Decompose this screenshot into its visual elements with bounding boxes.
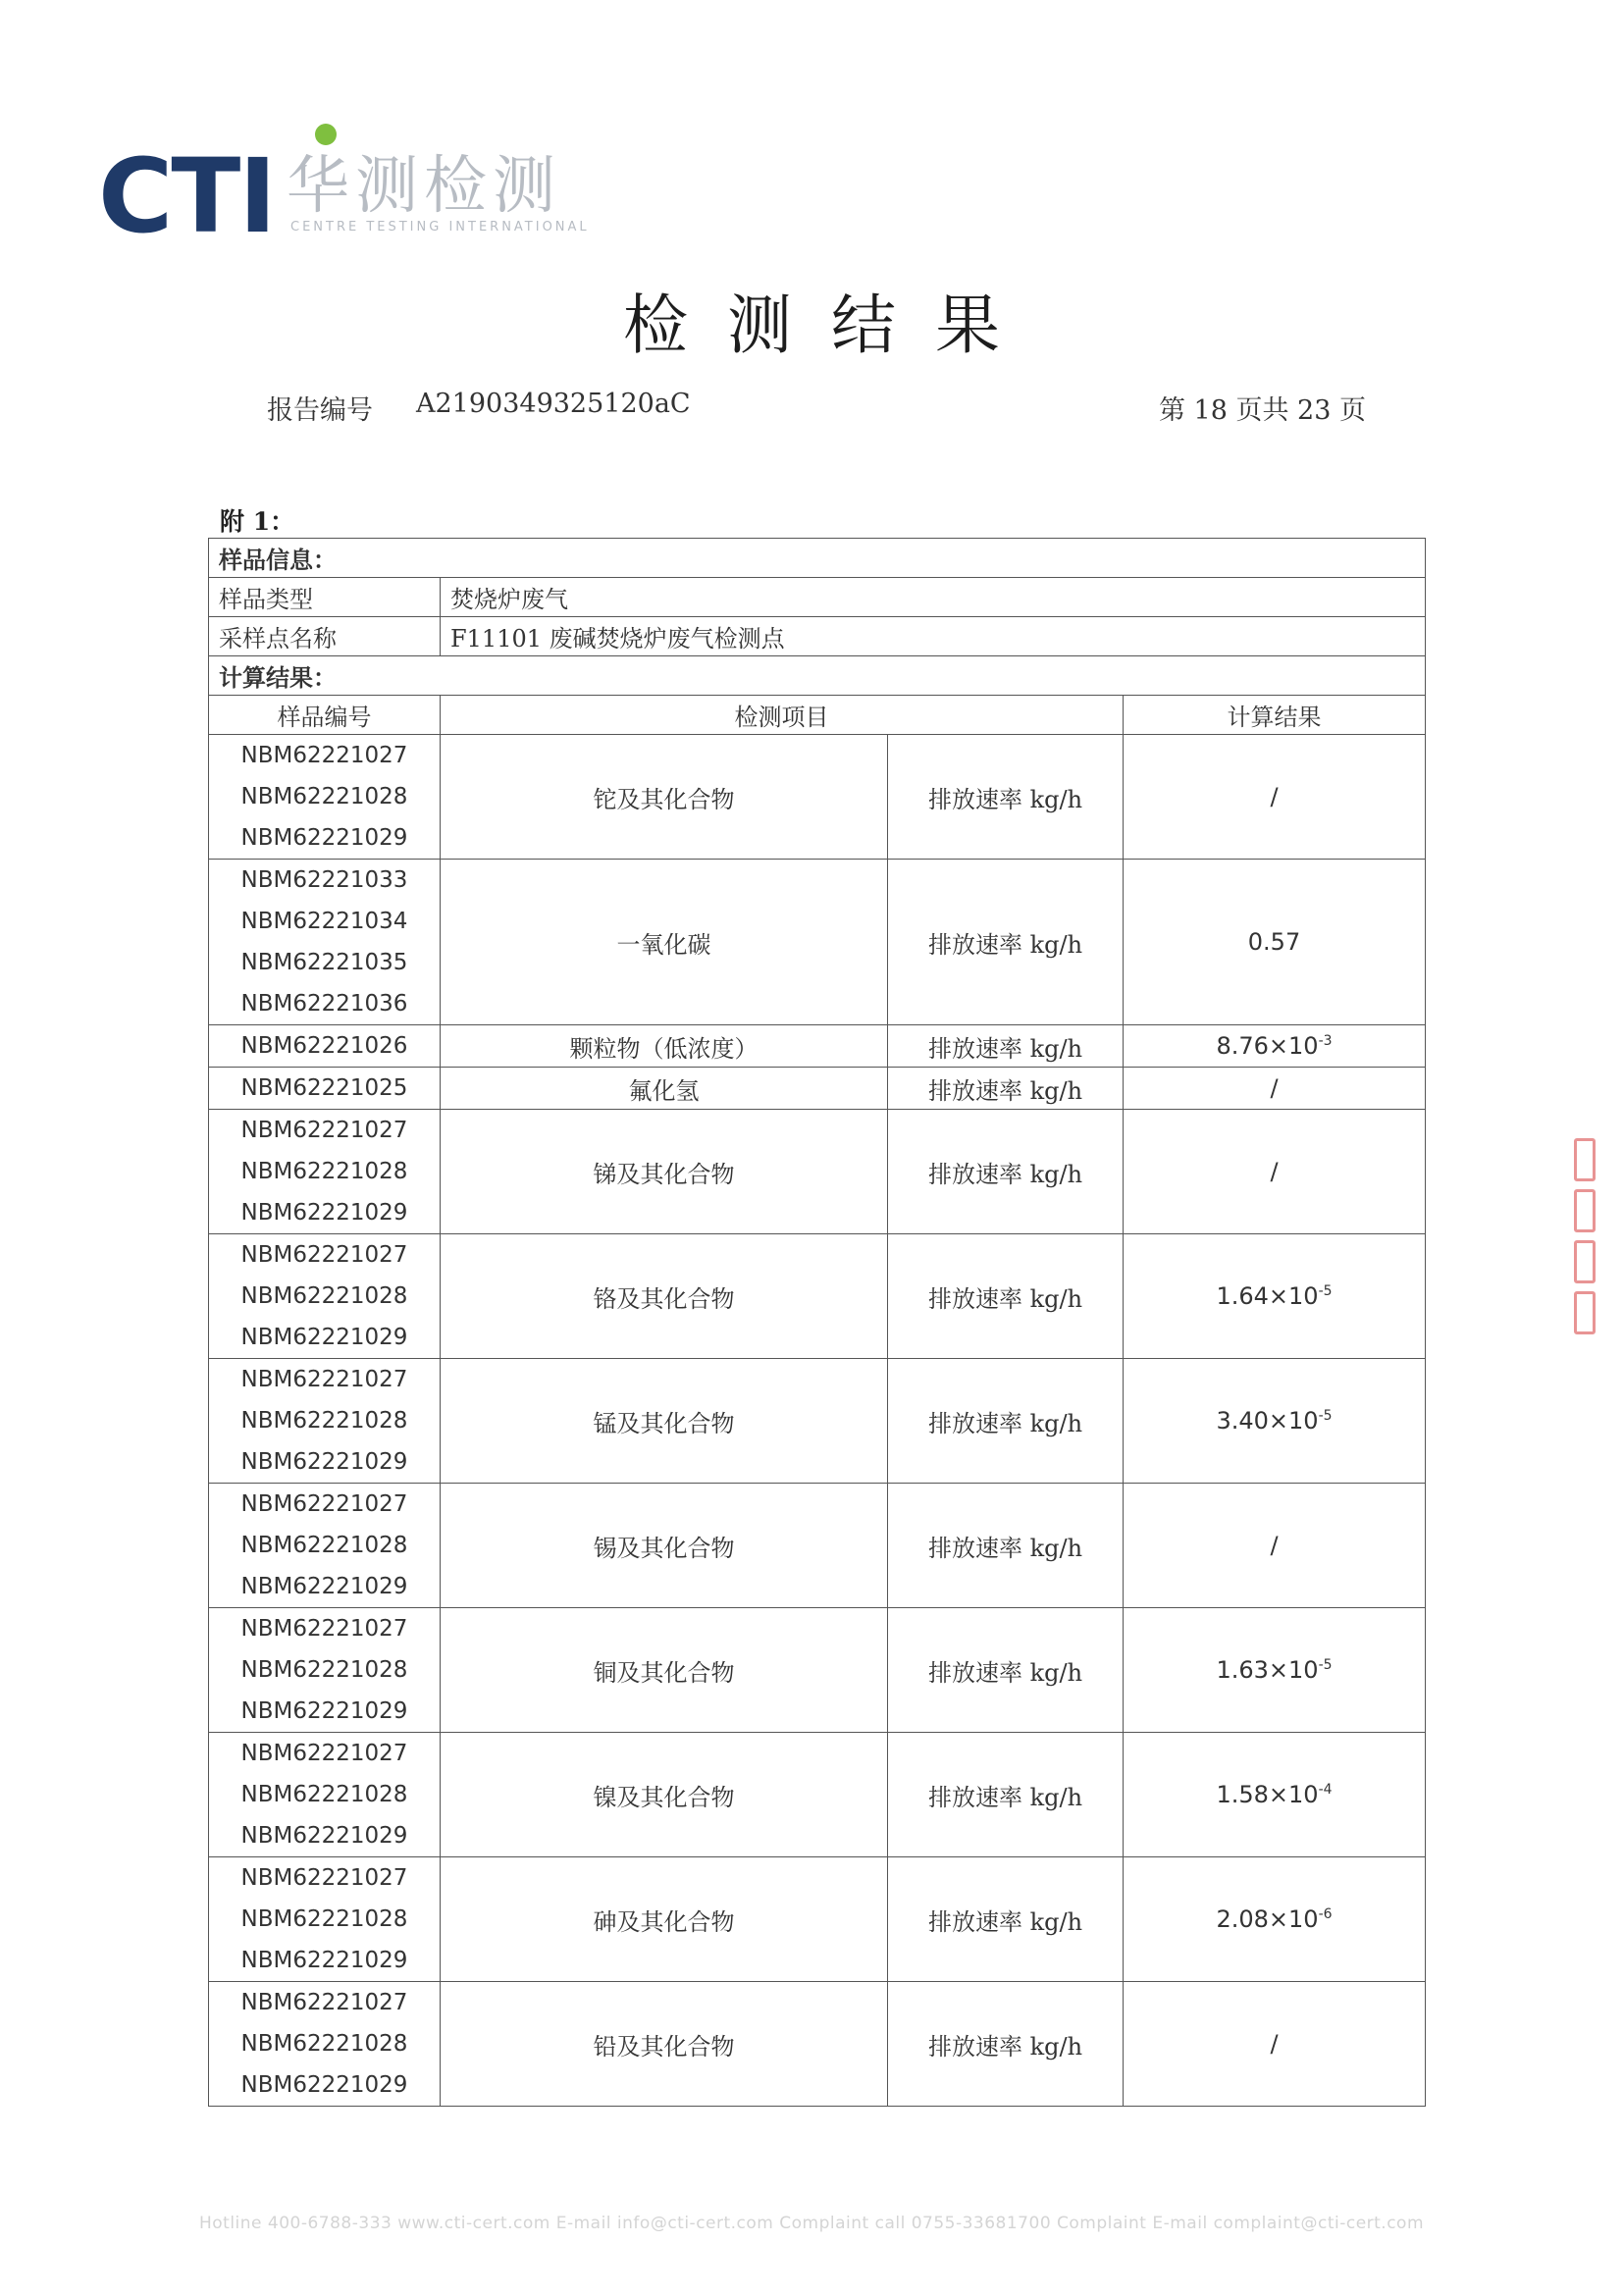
result-exponent: -6 <box>1318 1906 1333 1922</box>
table-row <box>209 1982 1426 2107</box>
report-number-label: 报告编号 <box>267 395 373 426</box>
calc-result <box>1124 1608 1426 1733</box>
test-item: 一氧化碳 <box>441 860 888 1025</box>
test-parameter: 排放速率 kg/h <box>888 1484 1124 1608</box>
sample-info-row <box>209 617 1426 656</box>
sample-id: NBM62221026 <box>240 1033 408 1059</box>
sample-id: NBM62221027 <box>240 1242 408 1268</box>
side-seal-stamp <box>1574 1138 1596 1342</box>
test-item: 锰及其化合物 <box>441 1359 888 1484</box>
test-parameter: 排放速率 kg/h <box>888 1068 1124 1110</box>
sample-id: NBM62221027 <box>240 1865 408 1891</box>
sample-ids-cell <box>209 1068 441 1110</box>
test-item: 铊及其化合物 <box>441 735 888 860</box>
sample-id: NBM62221027 <box>240 1616 408 1642</box>
sample-id: NBM62221029 <box>240 825 408 851</box>
sample-info-section-label: 样品信息： <box>209 539 1426 578</box>
sample-id: NBM62221029 <box>240 2072 408 2098</box>
logo-chinese: 华测检测 <box>287 150 561 223</box>
sample-ids-cell <box>209 1608 441 1733</box>
calc-result <box>1124 1234 1426 1359</box>
sample-id: NBM62221028 <box>240 1159 408 1184</box>
calc-result <box>1124 735 1426 860</box>
sampling-point-value: F11101 废碱焚烧炉废气检测点 <box>441 617 1426 656</box>
result-value: / <box>1270 1074 1279 1102</box>
result-value: 2.08×10 <box>1216 1905 1319 1933</box>
sample-id: NBM62221027 <box>240 1491 408 1517</box>
sample-ids-cell <box>209 1484 441 1608</box>
test-parameter: 排放速率 kg/h <box>888 860 1124 1025</box>
sample-ids-cell <box>209 735 441 860</box>
sample-ids-cell <box>209 1110 441 1234</box>
sample-id: NBM62221028 <box>240 1657 408 1683</box>
sample-id: NBM62221029 <box>240 1325 408 1350</box>
test-item: 锑及其化合物 <box>441 1110 888 1234</box>
calc-results-section-label: 计算结果： <box>209 656 1426 696</box>
sample-id: NBM62221028 <box>240 1408 408 1434</box>
result-exponent: -5 <box>1318 1408 1333 1424</box>
table-row <box>209 1110 1426 1234</box>
test-parameter: 排放速率 kg/h <box>888 1359 1124 1484</box>
report-number: A2190349325120aC <box>416 389 691 419</box>
sample-id: NBM62221028 <box>240 784 408 809</box>
sample-id: NBM62221036 <box>240 991 408 1017</box>
header-calc-result: 计算结果 <box>1124 696 1426 735</box>
result-value: 8.76×10 <box>1216 1032 1319 1060</box>
calc-result <box>1124 1359 1426 1484</box>
sample-type-value: 焚烧炉废气 <box>441 578 1426 617</box>
table-row <box>209 735 1426 860</box>
test-parameter: 排放速率 kg/h <box>888 1234 1124 1359</box>
calc-result <box>1124 860 1426 1025</box>
header-test-item: 检测项目 <box>441 696 1124 735</box>
sample-id: NBM62221033 <box>240 867 408 893</box>
company-logo <box>98 118 608 256</box>
result-exponent: -5 <box>1318 1657 1333 1673</box>
sample-id: NBM62221027 <box>240 1990 408 2015</box>
result-value: / <box>1270 1532 1279 1559</box>
table-header-row <box>209 696 1426 735</box>
table-row <box>209 1025 1426 1068</box>
test-parameter: 排放速率 kg/h <box>888 1025 1124 1068</box>
results-table <box>208 538 1426 2107</box>
appendix-label: 附 1： <box>220 507 295 536</box>
calc-result <box>1124 1484 1426 1608</box>
page-indicator: 第 18 页共 23 页 <box>1158 395 1366 426</box>
test-parameter: 排放速率 kg/h <box>888 1608 1124 1733</box>
sample-id: NBM62221034 <box>240 909 408 934</box>
test-item: 颗粒物（低浓度） <box>441 1025 888 1068</box>
header-sample-no: 样品编号 <box>209 696 441 735</box>
sampling-point-label: 采样点名称 <box>209 617 441 656</box>
sample-id: NBM62221027 <box>240 1367 408 1392</box>
table-row <box>209 860 1426 1025</box>
table-row <box>209 1234 1426 1359</box>
sample-id: NBM62221028 <box>240 1906 408 1932</box>
sample-id: NBM62221028 <box>240 1533 408 1558</box>
sample-id: NBM62221027 <box>240 1118 408 1143</box>
test-item: 氟化氢 <box>441 1068 888 1110</box>
result-value: / <box>1270 2030 1279 2058</box>
table-row <box>209 1068 1426 1110</box>
logo-brand: CTI <box>98 136 275 256</box>
result-value: / <box>1270 783 1279 810</box>
sample-ids-cell <box>209 860 441 1025</box>
test-item: 铅及其化合物 <box>441 1982 888 2107</box>
test-item: 锡及其化合物 <box>441 1484 888 1608</box>
sample-id: NBM62221029 <box>240 1823 408 1849</box>
logo-dot <box>315 124 337 145</box>
table-row <box>209 1733 1426 1857</box>
calc-result <box>1124 1857 1426 1982</box>
sample-info-row <box>209 578 1426 617</box>
sample-id: NBM62221029 <box>240 1200 408 1226</box>
result-value: / <box>1270 1158 1279 1185</box>
test-item: 铜及其化合物 <box>441 1608 888 1733</box>
test-parameter: 排放速率 kg/h <box>888 1857 1124 1982</box>
calc-result <box>1124 1733 1426 1857</box>
sample-ids-cell <box>209 1733 441 1857</box>
result-exponent: -5 <box>1318 1283 1333 1299</box>
sample-ids-cell <box>209 1234 441 1359</box>
sample-id: NBM62221027 <box>240 1741 408 1766</box>
sample-id: NBM62221029 <box>240 1948 408 1973</box>
sample-id: NBM62221035 <box>240 950 408 975</box>
calc-result <box>1124 1025 1426 1068</box>
sample-type-label: 样品类型 <box>209 578 441 617</box>
calc-result <box>1124 1068 1426 1110</box>
calc-result <box>1124 1982 1426 2107</box>
table-row <box>209 1857 1426 1982</box>
sample-ids-cell <box>209 1857 441 1982</box>
sample-ids-cell <box>209 1982 441 2107</box>
sample-id: NBM62221027 <box>240 743 408 768</box>
logo-english: CENTRE TESTING INTERNATIONAL <box>290 220 590 235</box>
sample-id: NBM62221028 <box>240 1283 408 1309</box>
result-value: 1.63×10 <box>1216 1656 1319 1684</box>
sample-id: NBM62221029 <box>240 1574 408 1599</box>
test-item: 镍及其化合物 <box>441 1733 888 1857</box>
test-parameter: 排放速率 kg/h <box>888 735 1124 860</box>
result-value: 1.64×10 <box>1216 1282 1319 1310</box>
result-exponent: -4 <box>1318 1782 1333 1798</box>
page-title: 检测结果 <box>623 287 1039 363</box>
sample-id: NBM62221028 <box>240 2031 408 2057</box>
sample-id: NBM62221028 <box>240 1782 408 1807</box>
result-value: 3.40×10 <box>1216 1407 1319 1435</box>
test-parameter: 排放速率 kg/h <box>888 1110 1124 1234</box>
result-value: 1.58×10 <box>1216 1781 1319 1808</box>
sample-id: NBM62221029 <box>240 1449 408 1475</box>
result-exponent: -3 <box>1318 1033 1333 1049</box>
test-parameter: 排放速率 kg/h <box>888 1733 1124 1857</box>
table-row <box>209 1608 1426 1733</box>
sample-id: NBM62221025 <box>240 1075 408 1101</box>
calc-result <box>1124 1110 1426 1234</box>
footer-contact: Hotline 400-6788-333 www.cti-cert.com E-mail info@cti-cert.com Complaint call 0755-33681700 Complaint E-mail complaint@cti-cert.com <box>198 2214 1425 2233</box>
sample-id: NBM62221029 <box>240 1698 408 1724</box>
test-item: 砷及其化合物 <box>441 1857 888 1982</box>
sample-ids-cell <box>209 1359 441 1484</box>
result-value: 0.57 <box>1247 928 1301 956</box>
test-item: 铬及其化合物 <box>441 1234 888 1359</box>
sample-ids-cell <box>209 1025 441 1068</box>
table-row <box>209 1484 1426 1608</box>
test-parameter: 排放速率 kg/h <box>888 1982 1124 2107</box>
table-row <box>209 1359 1426 1484</box>
